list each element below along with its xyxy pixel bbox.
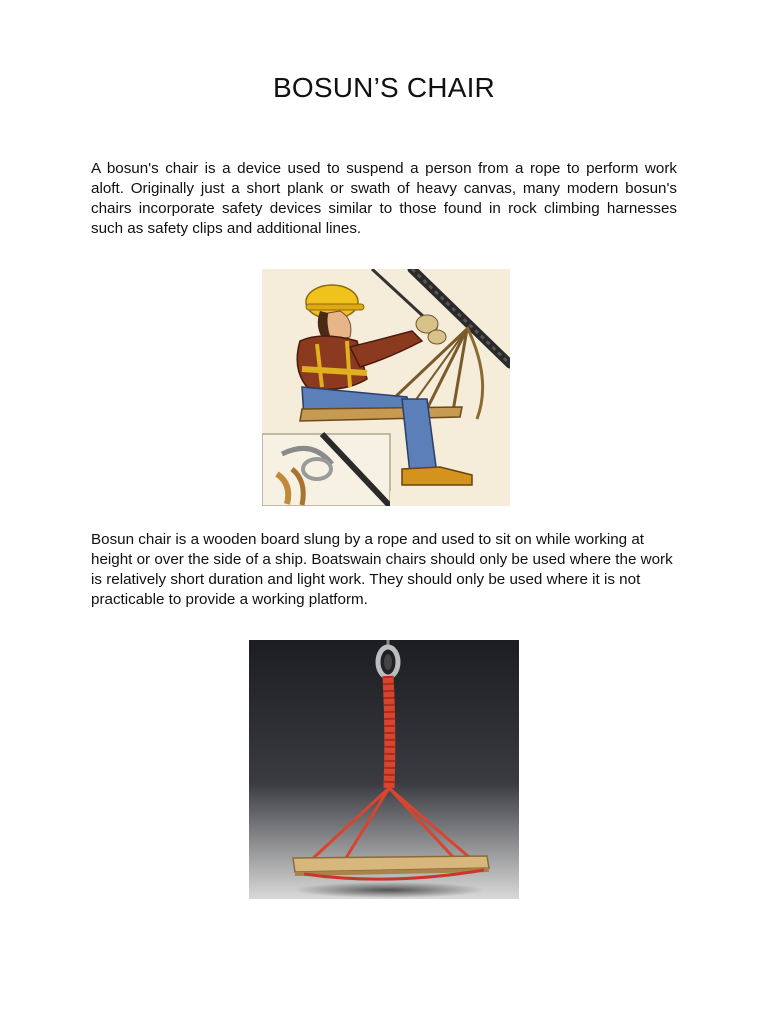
worker-illustration [262,269,510,506]
description-paragraph: Bosun chair is a wooden board slung by a rope and used to sit on while working at height or over the side of a ship. Boatswain chairs should only be used where the work is relatively short duration and light work. They should only be used where it is not practicable to provide a working platform. [91,531,673,608]
chair-photo [249,640,519,899]
worker-in-bosuns-chair-illustration-icon [262,269,510,506]
intro-paragraph: A bosun's chair is a device used to suspend a person from a rope to perform work aloft. Originally just a short plank or swath of heavy canvas, many modern bosun's chairs incorporate safety devices similar to those found in rock climbing harnesses such as safety clips and additional lines. [91,160,677,237]
wooden-bosuns-chair-photo-icon [249,640,519,899]
page-title: BOSUN’S CHAIR [273,72,495,103]
